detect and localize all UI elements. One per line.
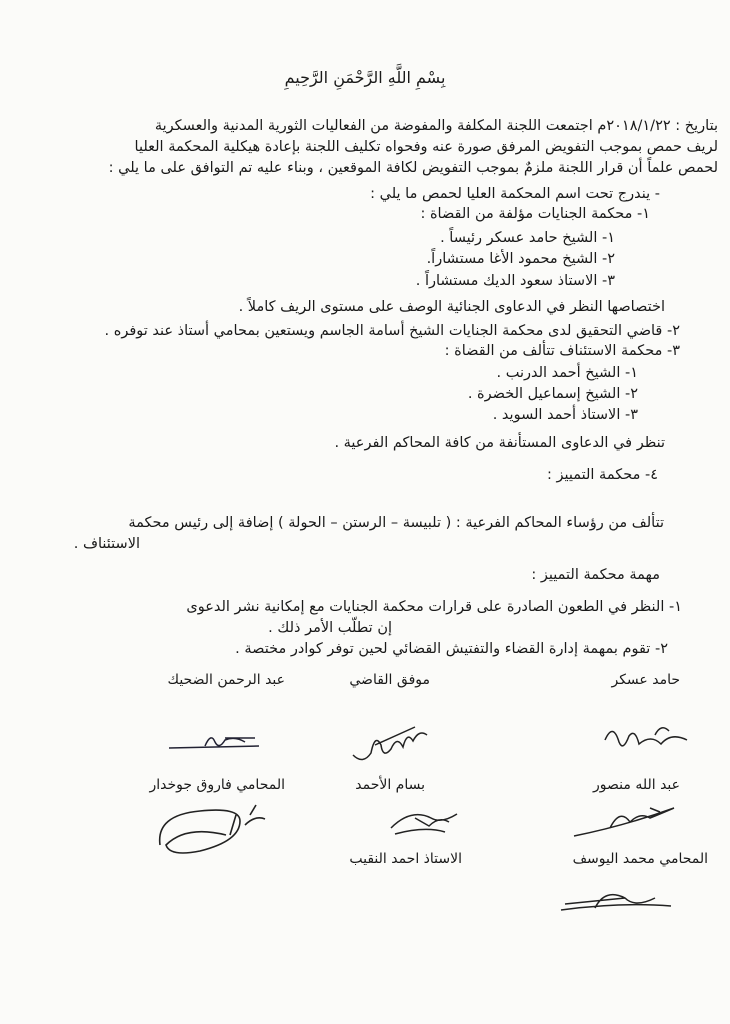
list-item: ٤- محكمة التمييز : — [547, 467, 658, 483]
signature — [570, 800, 690, 845]
paragraph: تنظر في الدعاوى المستأنفة من كافة المحاكم الفرعية . — [334, 435, 665, 451]
list-item: ١- محكمة الجنايات مؤلفة من القضاة : — [420, 206, 650, 222]
list-item: ٣- محكمة الاستئناف تتألف من القضاة : — [444, 343, 680, 359]
signatory-name: بسام الأحمد — [355, 777, 425, 793]
signature — [345, 715, 445, 770]
list-item: ٣- الاستاذ أحمد السويد . — [492, 407, 638, 423]
intro-line: بتاريخ : ٢٠١٨/١/٢٢م اجتمعت اللجنة المكلفة والمفوضة من الفعاليات الثورية المدنية والعسكرية — [154, 118, 718, 134]
signature — [595, 715, 695, 765]
signatory-name: عبد الرحمن الضحيك — [167, 672, 285, 688]
signature — [150, 795, 275, 870]
paragraph: تتألف من رؤساء المحاكم الفرعية : ( تلبيسة – الرستن – الحولة ) إضافة إلى رئيس محكمة — [128, 515, 664, 531]
signatory-name: حامد عسكر — [611, 672, 680, 688]
section-heading: - يندرج تحت اسم المحكمة العليا لحمص ما يلي : — [370, 186, 660, 202]
intro-line: لحمص علماً أن قرار اللجنة ملزمٌ بموجب التفويض لكافة الموقعين ، وبناء عليه تم التوافق على ما يلي : — [108, 160, 718, 176]
signatory-name: المحامي محمد اليوسف — [572, 851, 708, 867]
basmala: بِسْمِ اللَّهِ الرَّحْمَنِ الرَّحِيمِ — [284, 68, 446, 87]
signature — [165, 728, 275, 758]
list-item: إن تطلّب الأمر ذلك . — [268, 620, 392, 636]
list-item: ٢- الشيخ إسماعيل الخضرة . — [467, 386, 638, 402]
list-item: ١- النظر في الطعون الصادرة على قرارات محكمة الجنايات مع إمكانية نشر الدعوى — [186, 599, 682, 615]
list-item: ٢- الشيخ محمود الأغا مستشاراً. — [426, 251, 615, 267]
signatory-name: موفق القاضي — [349, 672, 430, 688]
list-item: ١- الشيخ أحمد الدرنب . — [496, 365, 638, 381]
list-item: ٢- تقوم بمهمة إدارة القضاء والتفتيش القضائي لحين توفر كوادر مختصة . — [235, 641, 668, 657]
signature — [555, 880, 685, 920]
intro-line: لريف حمص بموجب التفويض المرفق صورة عنه وفحواه تكليف اللجنة بإعادة هيكلية المحكمة العليا — [134, 139, 718, 155]
paragraph: اختصاصها النظر في الدعاوى الجنائية الوصف على مستوى الريف كاملاً . — [238, 299, 665, 315]
section-heading: مهمة محكمة التمييز : — [531, 567, 660, 583]
list-item: ٣- الاستاذ سعود الديك مستشاراً . — [415, 273, 615, 289]
list-item: ٢- قاضي التحقيق لدى محكمة الجنايات الشيخ أسامة الجاسم ويستعين بمحامي أستاذ عند توفره . — [104, 323, 680, 339]
signatory-name: الاستاذ احمد النقيب — [349, 851, 462, 867]
paragraph: الاستئناف . — [73, 536, 140, 552]
signature — [385, 798, 465, 843]
list-item: ١- الشيخ حامد عسكر رئيساً . — [440, 230, 615, 246]
signatory-name: المحامي فاروق جوخدار — [149, 777, 285, 793]
signatory-name: عبد الله منصور — [593, 777, 680, 793]
